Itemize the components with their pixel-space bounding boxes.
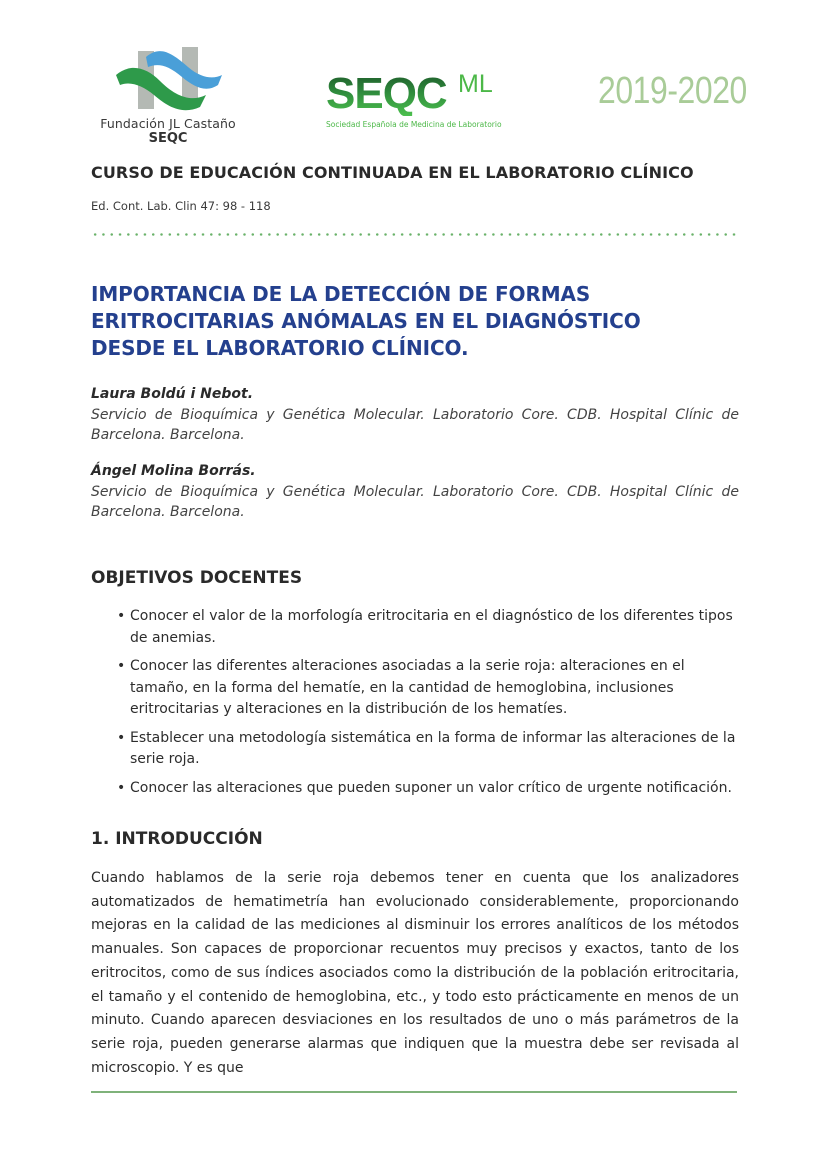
introduction-heading: 1. INTRODUCCIÓN	[91, 829, 263, 849]
seqc-logo-text: SEQC	[326, 69, 447, 118]
objectives-list	[117, 606, 742, 806]
author-affiliation: Servicio de Bioquímica y Genética Molecular. Laboratorio Core. CDB. Hospital Clínic de Barcelona. Barcelona.	[91, 407, 739, 443]
article-title-line: DESDE EL LABORATORIO CLÍNICO.	[91, 336, 469, 360]
article-title-line: ERITROCITARIAS ANÓMALAS EN EL DIAGNÓSTICO	[91, 309, 641, 333]
objective-text: Conocer las diferentes alteraciones asociadas a la serie roja: alteraciones en el tamaño, en la forma del hematíe, en la cantidad de hemoglobina, inclusiones eritrocitarias y alteraciones en la distribución de los hematíes.	[130, 658, 685, 717]
article-title-line: IMPORTANCIA DE LA DETECCIÓN DE FORMAS	[91, 282, 591, 306]
author-block	[91, 386, 739, 445]
foundation-name: Fundación JL Castaño	[100, 116, 236, 131]
bullet-icon: •	[117, 729, 126, 746]
course-title: CURSO DE EDUCACIÓN CONTINUADA EN EL LABORATORIO CLÍNICO	[91, 163, 694, 182]
journal-citation: Ed. Cont. Lab. Clin 47: 98 - 118	[91, 199, 271, 213]
seqc-logo-superscript: ML	[458, 70, 493, 98]
bullet-icon: •	[117, 779, 126, 796]
fundacion-wave-n-icon	[110, 45, 230, 115]
author-name: Laura Boldú i Nebot.	[91, 386, 254, 402]
introduction-paragraph: Cuando hablamos de la serie roja debemos tener en cuenta que los analizadores automatizados de hematimetría han evolucionado considerablemente, proporcionando mejoras en la calidad de las mediciones al disminuir los errores analíticos de los métodos manuales. Son capaces de proporcionar recuentos muy precisos y exactos, tanto de los eritrocitos, como de sus índices asociados como la distribución de la población eritrocitaria, el tamaño y el contenido de hemoglobina, etc., y todo esto prácticamente en menos de un minuto. Cuando aparecen desviaciones en los resultados de uno o más parámetros de la serie roja, pueden generarse alarmas que indiquen que la muestra debe ser revisada al microscopio. Y es que	[91, 870, 739, 1076]
objectives-heading: OBJETIVOS DOCENTES	[91, 568, 303, 588]
objective-item	[117, 728, 742, 771]
objective-item	[117, 606, 742, 649]
foundation-org: SEQC	[148, 131, 188, 146]
dotted-divider	[91, 233, 739, 236]
objective-item	[117, 656, 742, 721]
author-block	[91, 463, 739, 522]
bullet-icon: •	[117, 608, 126, 624]
objective-item	[117, 778, 742, 800]
author-affiliation: Servicio de Bioquímica y Genética Molecular. Laboratorio Core. CDB. Hospital Clínic de Barcelona. Barcelona.	[91, 484, 739, 520]
author-name: Ángel Molina Borrás.	[91, 463, 256, 479]
seqc-logo-subtitle: Sociedad Española de Medicina de Laboratorio	[326, 120, 502, 129]
bullet-icon: •	[117, 658, 126, 674]
fundacion-logo	[110, 45, 230, 115]
footer-divider	[91, 1091, 737, 1093]
objective-text: Conocer las alteraciones que pueden suponer un valor crítico de urgente notificación.	[130, 779, 732, 796]
objective-text: Establecer una metodología sistemática en la forma de informar las alteraciones de la serie roja.	[130, 729, 736, 767]
course-years: 2019-2020	[598, 70, 747, 112]
objective-text: Conocer el valor de la morfología eritrocitaria en el diagnóstico de los diferentes tipos de anemias.	[130, 608, 733, 646]
article-title	[91, 281, 751, 362]
